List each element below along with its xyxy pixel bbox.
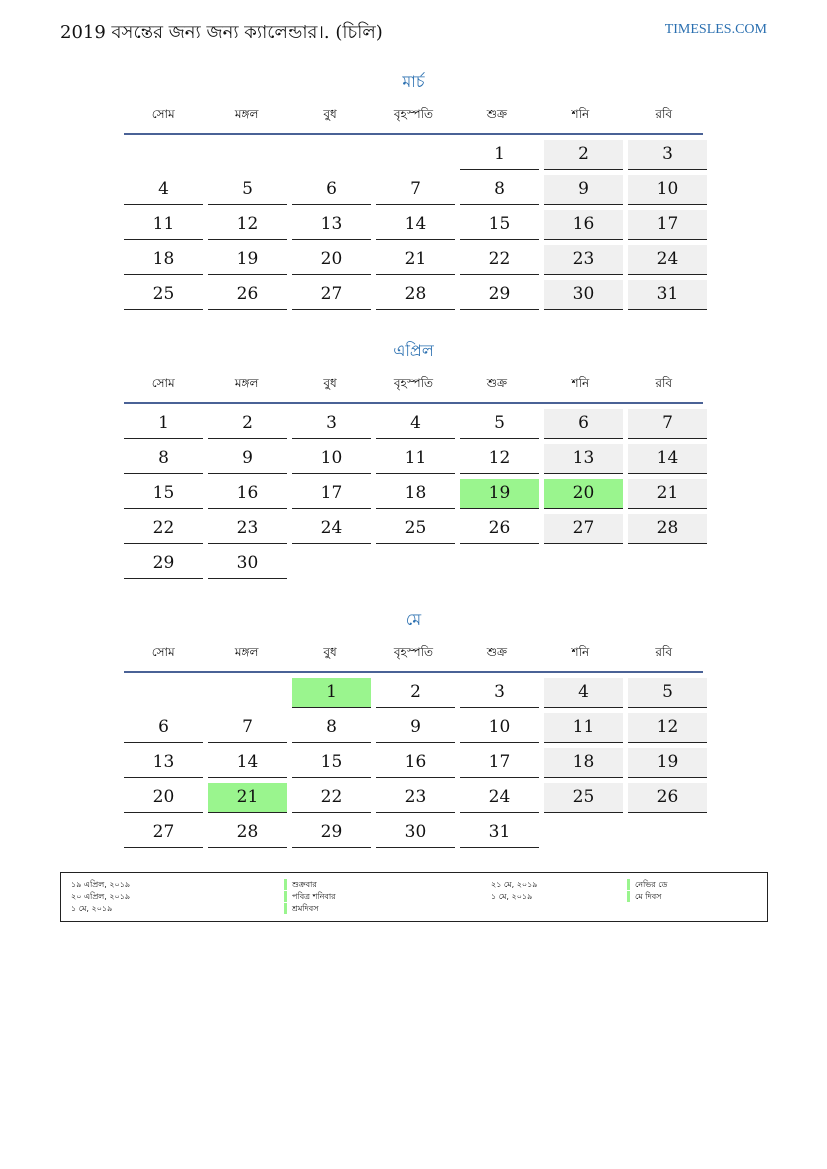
day-cell: 6	[292, 175, 371, 205]
weekday-label: সোম	[151, 376, 175, 390]
day-cell: 7	[376, 175, 455, 205]
day-cell: 4	[376, 409, 455, 439]
month-april	[124, 339, 703, 579]
day-cell: 8	[460, 175, 539, 205]
day-cell: 30	[544, 280, 623, 310]
month-title: মে	[405, 610, 422, 629]
day-cell: 2	[376, 678, 455, 708]
weekday-label: শনি	[571, 107, 590, 121]
day-cell: 31	[628, 280, 707, 310]
day-cell: 21	[376, 245, 455, 275]
day-cell: 27	[124, 818, 203, 848]
empty-cell	[376, 140, 455, 169]
day-cell: 2	[544, 140, 623, 170]
empty-cell	[124, 140, 203, 169]
day-cell: 15	[124, 479, 203, 509]
holiday-legend	[60, 872, 768, 922]
weekday-label: মঙ্গল	[234, 376, 259, 390]
day-cell: 7	[208, 713, 287, 743]
day-cell: 16	[544, 210, 623, 240]
day-cell: 14	[208, 748, 287, 778]
day-cell: 11	[124, 210, 203, 240]
day-cell: 5	[460, 409, 539, 439]
day-cell: 13	[124, 748, 203, 778]
day-cell: 24	[460, 783, 539, 813]
day-cell: 25	[376, 514, 455, 544]
day-cell: 12	[460, 444, 539, 474]
day-cell: 24	[292, 514, 371, 544]
day-grid	[124, 678, 703, 848]
empty-cell	[208, 678, 287, 707]
weekday-label: সোম	[151, 645, 175, 659]
weekday-label: রবি	[655, 645, 673, 659]
day-cell: 10	[292, 444, 371, 474]
day-cell: 29	[460, 280, 539, 310]
day-cell: 3	[460, 678, 539, 708]
legend-holiday-name: পবিত্র শনিবার	[284, 891, 336, 902]
day-cell: 10	[628, 175, 707, 205]
header-rule	[124, 133, 703, 135]
weekday-label: বুধ	[323, 645, 337, 659]
legend-date: ১৯ এপ্রিল, ২০১৯	[71, 880, 131, 889]
weekday-label: বুধ	[323, 107, 337, 121]
day-cell: 1	[124, 409, 203, 439]
day-cell: 15	[460, 210, 539, 240]
month-title: মার্চ	[402, 72, 425, 91]
empty-cell	[208, 140, 287, 169]
day-cell: 19	[208, 245, 287, 275]
day-cell: 6	[124, 713, 203, 743]
weekday-label: রবি	[655, 107, 673, 121]
day-cell: 21	[628, 479, 707, 509]
day-cell: 29	[124, 549, 203, 579]
day-cell: 12	[628, 713, 707, 743]
day-cell: 12	[208, 210, 287, 240]
weekday-label: বুধ	[323, 376, 337, 390]
weekday-label: বৃহস্পতি	[393, 645, 434, 659]
month-may	[124, 608, 703, 848]
day-cell: 16	[208, 479, 287, 509]
weekday-label: বৃহস্পতি	[393, 107, 434, 121]
legend-holiday-name: শ্রমদিবস	[284, 903, 319, 914]
legend-date: ২১ মে, ২০১৯	[491, 880, 538, 889]
day-cell: 30	[208, 549, 287, 579]
day-cell: 17	[628, 210, 707, 240]
day-cell: 4	[124, 175, 203, 205]
legend-date: ২০ এপ্রিল, ২০১৯	[71, 892, 131, 901]
header-rule	[124, 671, 703, 673]
weekday-label: রবি	[655, 376, 673, 390]
weekday-label: শুক্র	[486, 645, 508, 659]
day-cell: 23	[376, 783, 455, 813]
day-cell: 19	[460, 479, 539, 509]
day-cell: 6	[544, 409, 623, 439]
day-cell: 8	[124, 444, 203, 474]
weekday-header	[124, 106, 703, 132]
day-cell: 25	[124, 280, 203, 310]
day-cell: 9	[208, 444, 287, 474]
day-cell: 3	[292, 409, 371, 439]
day-cell: 2	[208, 409, 287, 439]
day-cell: 17	[460, 748, 539, 778]
day-cell: 25	[544, 783, 623, 813]
day-cell: 14	[376, 210, 455, 240]
day-grid	[124, 140, 703, 310]
weekday-header	[124, 375, 703, 401]
weekday-label: শুক্র	[486, 107, 508, 121]
day-cell: 11	[376, 444, 455, 474]
day-cell: 11	[544, 713, 623, 743]
legend-date: ১ মে, ২০১৯	[71, 904, 113, 913]
day-cell: 4	[544, 678, 623, 708]
page-title: 2019 বসন্তের জন্য জন্য ক্যালেন্ডার।. (চিলি)	[60, 22, 383, 43]
day-cell: 5	[628, 678, 707, 708]
day-cell: 28	[376, 280, 455, 310]
day-cell: 24	[628, 245, 707, 275]
day-cell: 10	[460, 713, 539, 743]
day-cell: 22	[460, 245, 539, 275]
day-cell: 27	[292, 280, 371, 310]
day-cell: 3	[628, 140, 707, 170]
day-cell: 20	[292, 245, 371, 275]
day-cell: 31	[460, 818, 539, 848]
header-rule	[124, 402, 703, 404]
day-cell: 14	[628, 444, 707, 474]
day-cell: 13	[292, 210, 371, 240]
day-cell: 17	[292, 479, 371, 509]
day-cell: 23	[544, 245, 623, 275]
day-cell: 30	[376, 818, 455, 848]
day-cell: 22	[292, 783, 371, 813]
day-cell: 18	[376, 479, 455, 509]
day-cell: 20	[124, 783, 203, 813]
legend-holiday-name: শুক্রবার	[284, 879, 317, 890]
weekday-header	[124, 644, 703, 670]
day-grid	[124, 409, 703, 579]
day-cell: 26	[460, 514, 539, 544]
day-cell: 26	[208, 280, 287, 310]
weekday-label: মঙ্গল	[234, 107, 259, 121]
weekday-label: সোম	[151, 107, 175, 121]
day-cell: 8	[292, 713, 371, 743]
day-cell: 27	[544, 514, 623, 544]
day-cell: 20	[544, 479, 623, 509]
weekday-label: বৃহস্পতি	[393, 376, 434, 390]
day-cell: 22	[124, 514, 203, 544]
day-cell: 21	[208, 783, 287, 813]
day-cell: 9	[544, 175, 623, 205]
legend-holiday-name: মে দিবস	[627, 891, 661, 902]
day-cell: 7	[628, 409, 707, 439]
empty-cell	[124, 678, 203, 707]
day-cell: 28	[628, 514, 707, 544]
day-cell: 1	[292, 678, 371, 708]
day-cell: 1	[460, 140, 539, 170]
day-cell: 26	[628, 783, 707, 813]
day-cell: 28	[208, 818, 287, 848]
weekday-label: শনি	[571, 376, 590, 390]
legend-holiday-name: নেভির ডে	[627, 879, 667, 890]
day-cell: 18	[124, 245, 203, 275]
day-cell: 15	[292, 748, 371, 778]
legend-date: ১ মে, ২০১৯	[491, 892, 533, 901]
month-march	[124, 70, 703, 310]
weekday-label: শনি	[571, 645, 590, 659]
day-cell: 23	[208, 514, 287, 544]
empty-cell	[292, 140, 371, 169]
day-cell: 19	[628, 748, 707, 778]
day-cell: 9	[376, 713, 455, 743]
weekday-label: মঙ্গল	[234, 645, 259, 659]
day-cell: 16	[376, 748, 455, 778]
day-cell: 13	[544, 444, 623, 474]
day-cell: 18	[544, 748, 623, 778]
month-title: এপ্রিল	[393, 341, 434, 360]
day-cell: 5	[208, 175, 287, 205]
weekday-label: শুক্র	[486, 376, 508, 390]
site-link[interactable]: TIMESLES.COM	[664, 22, 767, 37]
day-cell: 29	[292, 818, 371, 848]
